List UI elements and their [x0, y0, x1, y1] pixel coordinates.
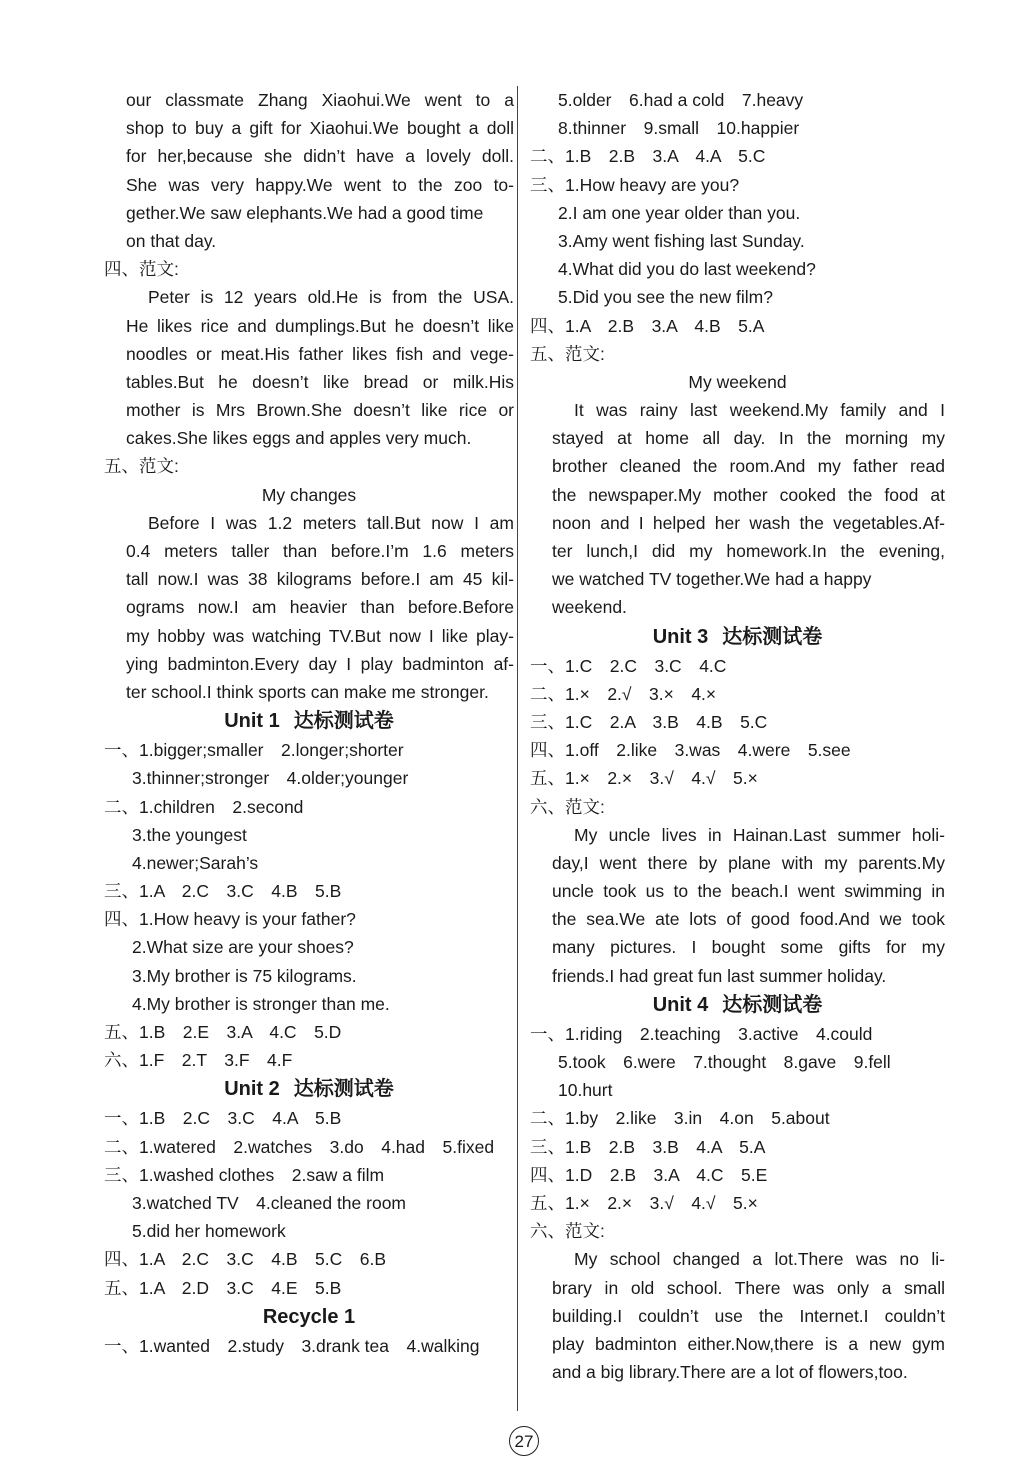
text-line: 0.4 meters taller than before.I’m 1.6 meters [126, 541, 514, 561]
text-line: gether.We saw elephants.We had a good time [126, 202, 484, 223]
text-line: 3.watched TV 4.cleaned the room [132, 1192, 407, 1213]
text-line: 三、1.C 2.A 3.B 4.B 5.C [530, 711, 768, 732]
text-line: 四、范文: [104, 259, 179, 280]
text-line: 一、1.B 2.C 3.C 4.A 5.B [104, 1108, 342, 1129]
page-number: 27 [509, 1426, 539, 1456]
text-line: 3.the youngest [132, 824, 247, 845]
left-column [104, 86, 514, 1360]
text-line: 一、1.wanted 2.study 3.drank tea 4.walking [104, 1335, 480, 1356]
text-line: tables.But he doesn’t like bread or milk.His [126, 371, 514, 392]
text-line: 5.Did you see the new film? [558, 287, 773, 308]
section-heading [530, 622, 945, 652]
text-line: 5.older 6.had a cold 7.heavy [558, 90, 804, 110]
text-line: ter lunch,I did my homework.In the evening, [552, 541, 945, 561]
text-line: 四、1.A 2.C 3.C 4.B 5.C 6.B [104, 1249, 387, 1270]
text-line: many pictures. I bought some gifts for my [552, 937, 945, 958]
section-heading-title: Recycle 1 [262, 1305, 356, 1328]
text-line: 二、1.by 2.like 3.in 4.on 5.about [530, 1108, 830, 1129]
text-line: 4.My brother is stronger than me. [132, 993, 390, 1014]
text-line: 一、1.bigger;smaller 2.longer;shorter [104, 740, 404, 761]
text-line: My weekend [688, 371, 787, 392]
text-line: She was very happy.We went to the zoo to- [126, 174, 514, 195]
text-line: the sea.We ate lots of good food.And we took [552, 909, 945, 930]
text-line: ter school.I think sports can make me stronger. [126, 681, 489, 702]
text-line: 二、1.children 2.second [104, 796, 304, 817]
text-line: brother cleaned the room.And my father read [552, 456, 945, 477]
text-line: 五、范文: [530, 343, 605, 364]
text-line: 10.hurt [558, 1080, 613, 1101]
section-heading-subtitle: 达标测试卷 [722, 993, 823, 1016]
text-line: tall now.I was 38 kilograms before.I am 45 kil- [126, 569, 514, 590]
section-heading [104, 1302, 514, 1332]
text-line: weekend. [552, 597, 627, 618]
text-line: 五、1.× 2.× 3.√ 4.√ 5.× [530, 768, 758, 789]
text-line: 三、1.A 2.C 3.C 4.B 5.B [104, 881, 342, 902]
text-line: 二、1.× 2.√ 3.× 4.× [530, 683, 717, 704]
text-line: 2.I am one year older than you. [558, 202, 801, 223]
text-line: My school changed a lot.There was no li- [574, 1249, 945, 1270]
text-line: ying badminton.Every day I play badminton af- [126, 653, 514, 674]
text-line: 三、1.B 2.B 3.B 4.A 5.A [530, 1136, 766, 1157]
text-line: 二、1.B 2.B 3.A 4.A 5.C [530, 146, 766, 167]
text-line: 2.What size are your shoes? [132, 937, 354, 958]
section-heading-title: Unit 3 [652, 625, 709, 648]
text-line: 一、1.riding 2.teaching 3.active 4.could [530, 1023, 873, 1044]
right-column [530, 86, 945, 1386]
text-line: 六、范文: [530, 796, 605, 817]
section-heading-title: Unit 1 [224, 710, 280, 733]
text-line: 3.Amy went fishing last Sunday. [558, 230, 805, 251]
section-heading-subtitle: 达标测试卷 [293, 710, 394, 733]
text-line: our classmate Zhang Xiaohui.We went to a [126, 90, 514, 110]
text-line: shop to buy a gift for Xiaohui.We bought a doll [126, 118, 514, 139]
section-heading-subtitle: 达标测试卷 [293, 1078, 394, 1101]
text-line: 4.What did you do last weekend? [558, 259, 816, 280]
text-line: noon and I helped her wash the vegetables.Af- [552, 512, 945, 533]
text-line: 8.thinner 9.small 10.happier [558, 118, 800, 139]
section-heading-title: Unit 4 [652, 993, 709, 1016]
column-divider [517, 86, 518, 1411]
text-line: 五、1.B 2.E 3.A 4.C 5.D [104, 1022, 342, 1042]
text-line: ograms now.I am heavier than before.Before [126, 597, 514, 618]
section-heading [104, 706, 514, 736]
text-line: noodles or meat.His father likes fish and vege- [126, 343, 514, 364]
text-line: day,I went there by plane with my parents.My [552, 852, 945, 873]
text-line: Peter is 12 years old.He is from the USA. [148, 287, 514, 308]
text-line: and a big library.There are a lot of flowers,too. [552, 1362, 908, 1383]
text-line: 一、1.C 2.C 3.C 4.C [530, 655, 727, 676]
text-line: 3.thinner;stronger 4.older;younger [132, 768, 409, 789]
text-line: stayed at home all day. In the morning my [552, 428, 945, 449]
text-line: we watched TV together.We had a happy [552, 569, 872, 590]
text-line: the newspaper.My mother cooked the food at [552, 484, 945, 505]
text-line: cakes.She likes eggs and apples very much. [126, 428, 472, 449]
text-line: 三、1.How heavy are you? [530, 174, 740, 195]
text-line: 4.newer;Sarah’s [132, 852, 259, 873]
text-line: 五、范文: [104, 456, 179, 477]
text-line: My uncle lives in Hainan.Last summer holi- [574, 824, 945, 845]
text-line: brary in old school. There was only a small [552, 1277, 945, 1298]
text-line: 六、1.F 2.T 3.F 4.F [104, 1050, 293, 1071]
text-line: 3.My brother is 75 kilograms. [132, 965, 357, 986]
text-line: my hobby was watching TV.But now I like play- [126, 625, 514, 646]
text-line: 三、1.washed clothes 2.saw a film [104, 1164, 385, 1185]
text-line: He likes rice and dumplings.But he doesn’t like [126, 315, 514, 336]
text-line: 五、1.A 2.D 3.C 4.E 5.B [104, 1277, 342, 1298]
section-heading [104, 1074, 514, 1104]
text-line: uncle took us to the beach.I went swimming in [552, 881, 945, 902]
text-line: play badminton either.Now,there is a new gym [552, 1333, 945, 1354]
text-line: mother is Mrs Brown.She doesn’t like rice or [126, 400, 514, 421]
text-line: 五、1.× 2.× 3.√ 4.√ 5.× [530, 1192, 758, 1213]
text-line: My changes [261, 484, 357, 505]
text-line: 四、1.A 2.B 3.A 4.B 5.A [530, 315, 765, 336]
text-line: 5.took 6.were 7.thought 8.gave 9.fell [558, 1052, 891, 1072]
text-line: 5.did her homework [132, 1221, 286, 1242]
text-line: 六、范文: [530, 1221, 605, 1242]
text-line: 四、1.off 2.like 3.was 4.were 5.see [530, 740, 851, 761]
text-line: 四、1.D 2.B 3.A 4.C 5.E [530, 1164, 768, 1185]
text-line: on that day. [126, 230, 217, 251]
text-line: 四、1.How heavy is your father? [104, 909, 356, 930]
text-line: friends.I had great fun last summer holiday. [552, 965, 887, 986]
text-line: for her,because she didn’t have a lovely doll. [126, 146, 514, 167]
text-line: It was rainy last weekend.My family and I [574, 400, 945, 421]
section-heading [530, 990, 945, 1020]
section-heading-title: Unit 2 [224, 1078, 280, 1101]
section-heading-subtitle: 达标测试卷 [722, 625, 823, 648]
text-line: Before I was 1.2 meters tall.But now I am [148, 512, 514, 533]
text-line: building.I couldn’t use the Internet.I couldn’t [552, 1305, 945, 1326]
text-line: 二、1.watered 2.watches 3.do 4.had 5.fixed [104, 1136, 495, 1157]
